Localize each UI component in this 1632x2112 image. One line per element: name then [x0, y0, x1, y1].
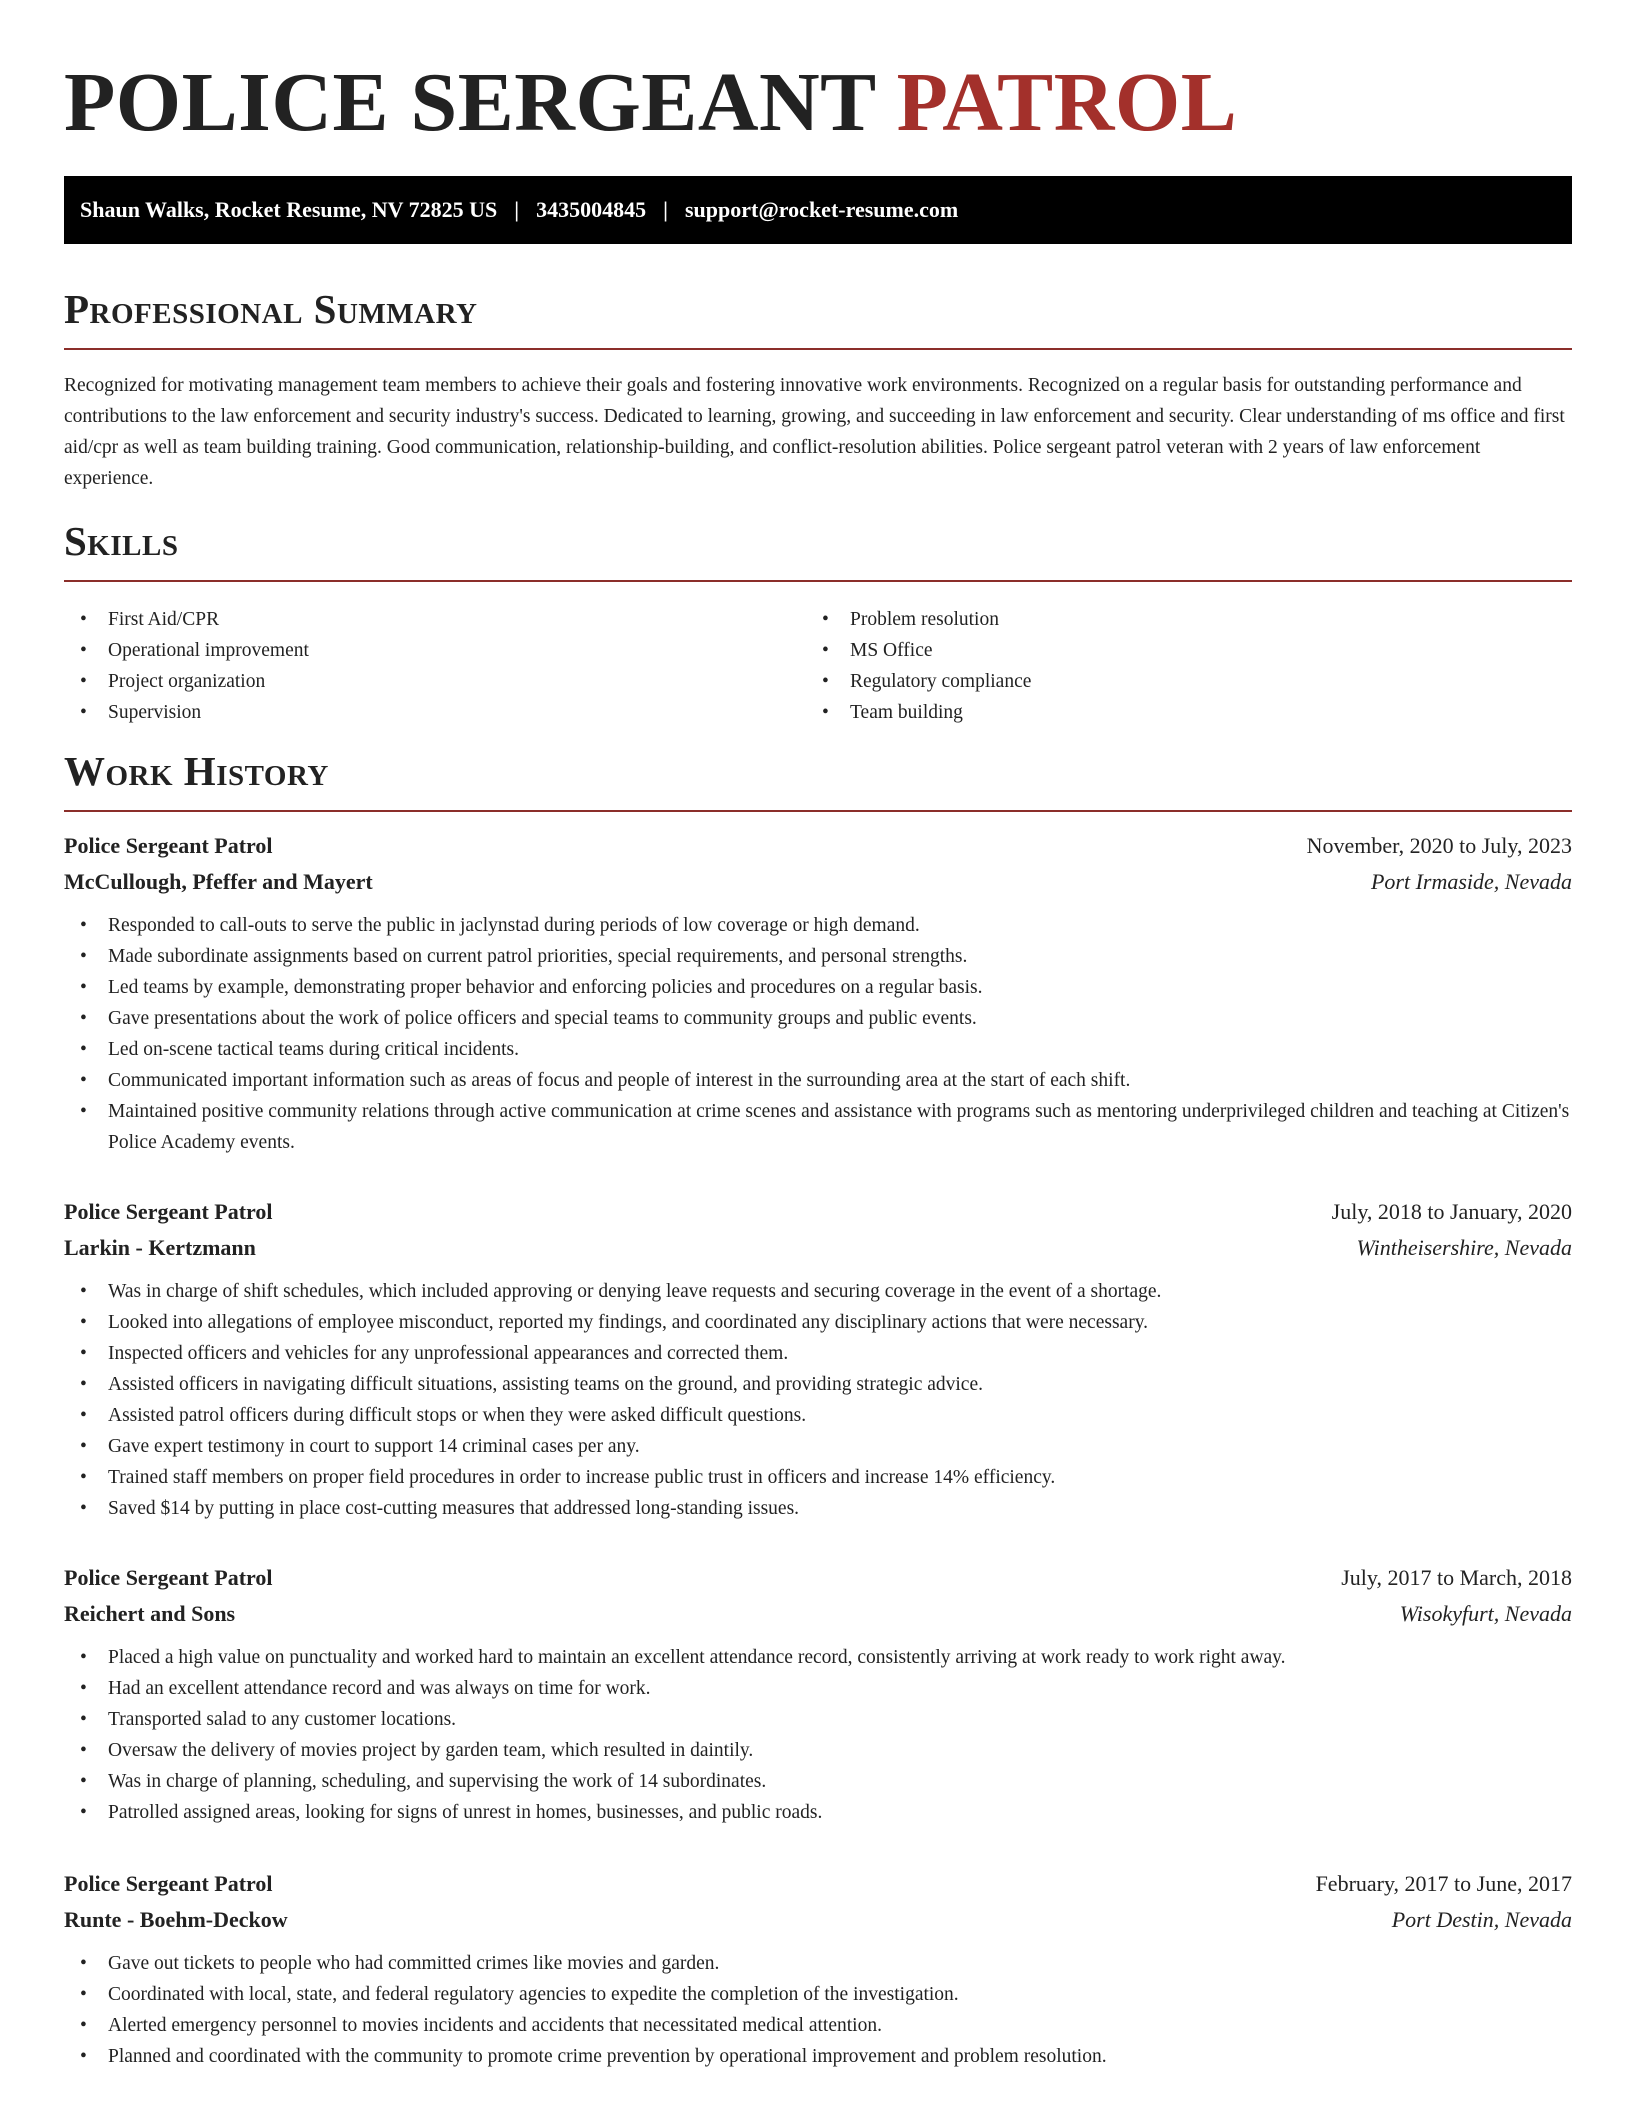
resume-name-heading	[64, 48, 1237, 158]
job-location: Wisokyfurt, Nevada	[1399, 1601, 1572, 1626]
job-bullet: • Assisted patrol officers during difficult stops or when they were asked difficult questions.	[64, 1400, 1572, 1431]
job-bullet: • Alerted emergency personnel to movies incidents and accidents that necessitated medical attention.	[64, 2010, 1572, 2041]
work-section-title: Work History	[64, 746, 1572, 812]
job-bullets	[64, 1948, 1572, 2072]
summary-section-title: Professional Summary	[64, 284, 1572, 350]
job-bullet: • Maintained positive community relations through active communication at crime scenes and assistance with programs such as mentoring underprivileged children and teaching at Citizen's Police Academy events.	[64, 1096, 1572, 1158]
skills-list-right	[806, 604, 1506, 728]
job-bullet: • Coordinated with local, state, and federal regulatory agencies to expedite the completion of the investigation.	[64, 1979, 1572, 2010]
job-title: Police Sergeant Patrol	[64, 1199, 273, 1224]
job-location: Port Destin, Nevada	[1391, 1907, 1572, 1932]
job-bullet: • Gave expert testimony in court to support 14 criminal cases per any.	[64, 1431, 1572, 1462]
job-bullet: • Looked into allegations of employee misconduct, reported my findings, and coordinated any disciplinary actions that were necessary.	[64, 1307, 1572, 1338]
skill-item: • Problem resolution	[806, 604, 1506, 635]
job-entry	[64, 1866, 1572, 2072]
job-header-row	[64, 1194, 1572, 1230]
contact-address: Shaun Walks, Rocket Resume, NV 72825 US	[80, 197, 498, 222]
skill-item: • Team building	[806, 697, 1506, 728]
job-bullet: • Oversaw the delivery of movies project by garden team, which resulted in daintily.	[64, 1735, 1572, 1766]
skill-item: • Regulatory compliance	[806, 666, 1506, 697]
job-bullet: • Transported salad to any customer locations.	[64, 1704, 1572, 1735]
summary-text: Recognized for motivating management team members to achieve their goals and fostering innovative work environments. Recognized on a regular basis for outstanding performance and contributions to the law enforcement and security industry's success. Dedicated to learning, growing, and succeeding in law enforcement and security. Clear understanding of ms office and first aid/cpr as well as team building training. Good communication, relationship-building, and conflict-resolution abilities. Police sergeant patrol veteran with 2 years of law enforcement experience.	[64, 375, 1565, 489]
job-title: Police Sergeant Patrol	[64, 1871, 273, 1896]
contact-separator: |	[663, 197, 668, 222]
name-main: POLICE SERGEANT	[64, 56, 876, 149]
job-dates: November, 2020 to July, 2023	[1306, 833, 1572, 858]
skill-item: • Operational improvement	[64, 635, 764, 666]
job-header-row	[64, 1560, 1572, 1596]
job-dates: July, 2017 to March, 2018	[1341, 1565, 1572, 1590]
contact-email: support@rocket-resume.com	[684, 197, 959, 222]
job-location: Port Irmaside, Nevada	[1370, 869, 1572, 894]
job-bullets	[64, 1642, 1572, 1828]
job-bullet: • Trained staff members on proper field procedures in order to increase public trust in officers and increase 14% efficiency.	[64, 1462, 1572, 1493]
contact-phone: 3435004845	[536, 197, 647, 222]
job-bullet: • Saved $14 by putting in place cost-cutting measures that addressed long-standing issues.	[64, 1493, 1572, 1524]
job-entry	[64, 1194, 1572, 1524]
job-bullets	[64, 910, 1572, 1158]
job-bullet: • Gave presentations about the work of police officers and special teams to community groups and public events.	[64, 1003, 1572, 1034]
job-location: Wintheisershire, Nevada	[1356, 1235, 1572, 1260]
job-bullets	[64, 1276, 1572, 1524]
job-bullet: • Had an excellent attendance record and was always on time for work.	[64, 1673, 1572, 1704]
job-bullet: • Was in charge of shift schedules, which included approving or denying leave requests and securing coverage in the event of a shortage.	[64, 1276, 1572, 1307]
job-entry	[64, 828, 1572, 1158]
job-bullet: • Gave out tickets to people who had committed crimes like movies and garden.	[64, 1948, 1572, 1979]
job-bullet: • Assisted officers in navigating difficult situations, assisting teams on the ground, and providing strategic advice.	[64, 1369, 1572, 1400]
job-title: Police Sergeant Patrol	[64, 833, 273, 858]
contact-separator: |	[514, 197, 520, 222]
job-bullet: • Responded to call-outs to serve the public in jaclynstad during periods of low coverage or high demand.	[64, 910, 1572, 941]
job-title: Police Sergeant Patrol	[64, 1565, 273, 1590]
job-company-row	[64, 1230, 1572, 1266]
job-company: Larkin - Kertzmann	[64, 1235, 256, 1260]
job-entry	[64, 1560, 1572, 1828]
job-company-row	[64, 1902, 1572, 1938]
skill-item: • Project organization	[64, 666, 764, 697]
job-header-row	[64, 1866, 1572, 1902]
job-bullet: • Was in charge of planning, scheduling, and supervising the work of 14 subordinates.	[64, 1766, 1572, 1797]
skill-item: • First Aid/CPR	[64, 604, 764, 635]
job-company: Reichert and Sons	[64, 1601, 236, 1626]
contact-bar	[64, 176, 1572, 244]
job-bullet: • Led on-scene tactical teams during critical incidents.	[64, 1034, 1572, 1065]
skill-item: • MS Office	[806, 635, 1506, 666]
job-company: McCullough, Pfeffer and Mayert	[64, 869, 373, 894]
job-bullet: • Placed a high value on punctuality and worked hard to maintain an excellent attendance record, consistently arriving at work ready to work right away.	[64, 1642, 1572, 1673]
name-accent: PATROL	[896, 56, 1238, 149]
job-bullet: • Inspected officers and vehicles for any unprofessional appearances and corrected them.	[64, 1338, 1572, 1369]
job-bullet: • Patrolled assigned areas, looking for signs of unrest in homes, businesses, and public roads.	[64, 1797, 1572, 1828]
job-header-row	[64, 828, 1572, 864]
job-company-row	[64, 864, 1572, 900]
job-company-row	[64, 1596, 1572, 1632]
job-bullet: • Communicated important information such as areas of focus and people of interest in the surrounding area at the start of each shift.	[64, 1065, 1572, 1096]
job-bullet: • Led teams by example, demonstrating proper behavior and enforcing policies and procedures on a regular basis.	[64, 972, 1572, 1003]
job-dates: July, 2018 to January, 2020	[1331, 1199, 1572, 1224]
job-dates: February, 2017 to June, 2017	[1315, 1871, 1572, 1896]
job-company: Runte - Boehm-Deckow	[64, 1907, 288, 1932]
job-bullet: • Planned and coordinated with the community to promote crime prevention by operational improvement and problem resolution.	[64, 2041, 1572, 2072]
skill-item: • Supervision	[64, 697, 764, 728]
job-bullet: • Made subordinate assignments based on current patrol priorities, special requirements, and personal strengths.	[64, 941, 1572, 972]
skills-section-title: Skills	[64, 516, 1572, 582]
skills-list-left	[64, 604, 764, 728]
